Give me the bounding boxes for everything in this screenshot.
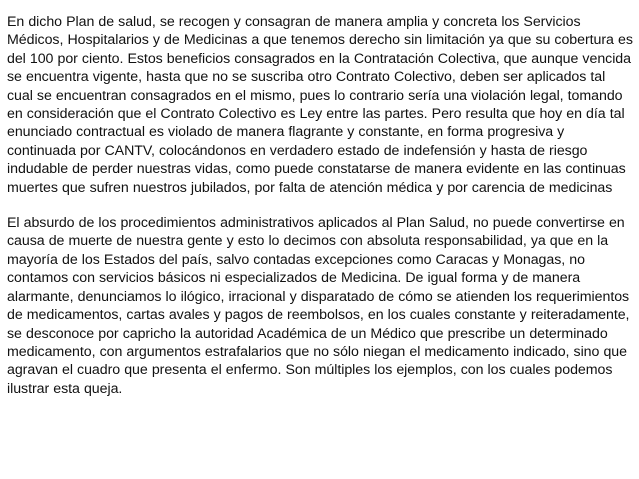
paragraph-absurdo-procedimientos: El absurdo de los procedimientos administrativos aplicados al Plan Salud, no puede convertirse en causa de muerte de nuestra gente y esto lo decimos con absoluta responsabilidad, ya que en la mayoría de los Estados del país, salvo contadas excepciones como Caracas y Monagas, no contamos con servicios básicos ni especializados de Medicina. De igual forma y de manera alarmante, denunciamos lo ilógico, irracional y disparatado de cómo se atienden los requerimientos de medicamentos, cartas avales y pagos de reembolsos, en los cuales constante y reiteradamente, se desconoce por capricho la autoridad Académica de un Médico que prescribe un determinado medicamento, con argumentos estrafalarios que no sólo niegan el medicamento indicado, sino que agravan el cuadro que presenta el enfermo. Son múltiples los ejemplos, con los cuales podemos ilustrar esta queja. (7, 215, 630, 397)
document-body (7, 13, 635, 398)
paragraph-plan-de-salud: En dicho Plan de salud, se recogen y consagran de manera amplia y concreta los Servicios Médicos, Hospitalarios y de Medicinas a que tenemos derecho sin limitación ya que su cobertura es del 100 por ciento. Estos beneficios consagrados en la Contratación Colectiva, que aunque vencida se encuentra vigente, hasta que no se suscriba otro Contrato Colectivo, deben ser aplicados tal cual se encuentran consagrados en el mismo, pues lo contrario sería una violación legal, tomando en consideración que el Contrato Colectivo es Ley entre las partes. Pero resulta que hoy en día tal enunciado contractual es violado de manera flagrante y constante, en forma progresiva y continuada por CANTV, colocándonos en verdadero estado de indefensión y hasta de riesgo indudable de perder nuestras vidas, como puede constatarse de manera evidente en las continuas muertes que sufren nuestros jubilados, por falta de atención médica y por carencia de medicinas (7, 14, 633, 196)
